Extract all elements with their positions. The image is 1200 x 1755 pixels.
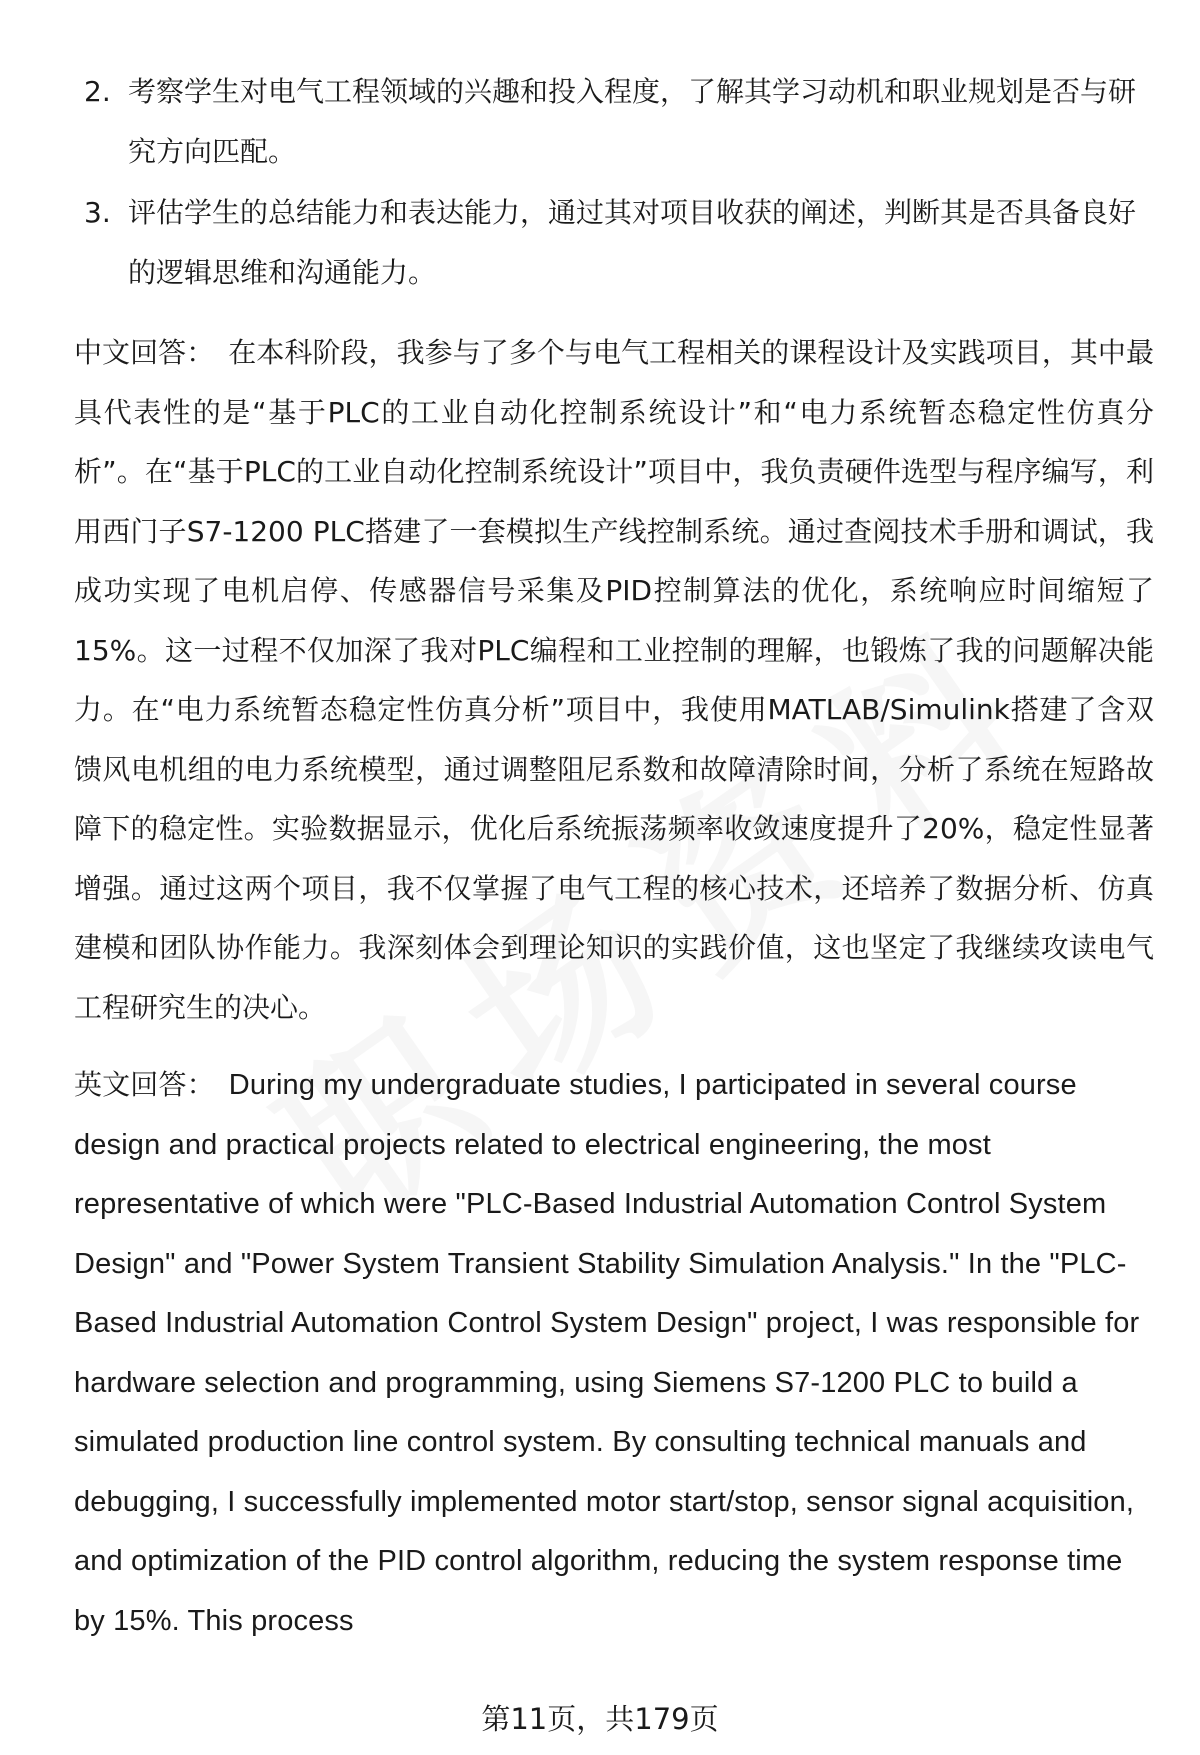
list-item [74, 183, 1154, 303]
numbered-list [74, 62, 1154, 303]
chinese-answer-label: 中文回答： [74, 336, 215, 369]
list-item [74, 62, 1154, 182]
list-item-text: 评估学生的总结能力和表达能力，通过其对项目收获的阐述，判断其是否具备良好的逻辑思维和沟通能力。 [128, 196, 1137, 289]
page-number: 第11页，共179页 [481, 1702, 719, 1736]
document-page [74, 62, 1154, 1651]
english-answer [74, 1055, 1154, 1651]
list-item-number: 3. [84, 196, 111, 229]
english-answer-text: During my undergraduate studies, I participated in several course design and practical projects related to electrical engineering, the most representative of which were "PLC-Based Industrial Automation Control System Design" and "Power System Transient Stability Simulation Analysis." In the "PLC-Based Industrial Automation Control System Design" project, I was responsible for hardware selection and programming, using Siemens S7-1200 PLC to build a simulated production line control system. By consulting technical manuals and debugging, I successfully implemented motor start/stop, sensor signal acquisition, and optimization of the PID control algorithm, reducing the system response time by 15%. This process [74, 1069, 1140, 1637]
list-item-text: 考察学生对电气工程领域的兴趣和投入程度，了解其学习动机和职业规划是否与研究方向匹配。 [128, 75, 1137, 168]
list-item-number: 2. [84, 75, 111, 108]
chinese-answer [74, 323, 1154, 1037]
chinese-answer-text: 在本科阶段，我参与了多个与电气工程相关的课程设计及实践项目，其中最具代表性的是“基于PLC的工业自动化控制系统设计”和“电力系统暂态稳定性仿真分析”。在“基于PLC的工业自动化控制系统设计”项目中，我负责硬件选型与程序编写，利用西门子S7-1200 PLC搭建了一套模拟生产线控制系统。通过查阅技术手册和调试，我成功实现了电机启停、传感器信号采集及PID控制算法的优化，系统响应时间缩短了15%。这一过程不仅加深了我对PLC编程和工业控制的理解，也锻炼了我的问题解决能力。在“电力系统暂态稳定性仿真分析”项目中，我使用MATLAB/Simulink搭建了含双馈风电机组的电力系统模型，通过调整阻尼系数和故障清除时间，分析了系统在短路故障下的稳定性。实验数据显示，优化后系统振荡频率收敛速度提升了20%，稳定性显著增强。通过这两个项目，我不仅掌握了电气工程的核心技术，还培养了数据分析、仿真建模和团队协作能力。我深刻体会到理论知识的实践价值，这也坚定了我继续攻读电气工程研究生的决心。 [74, 336, 1154, 1024]
english-answer-label: 英文回答： [74, 1068, 215, 1101]
